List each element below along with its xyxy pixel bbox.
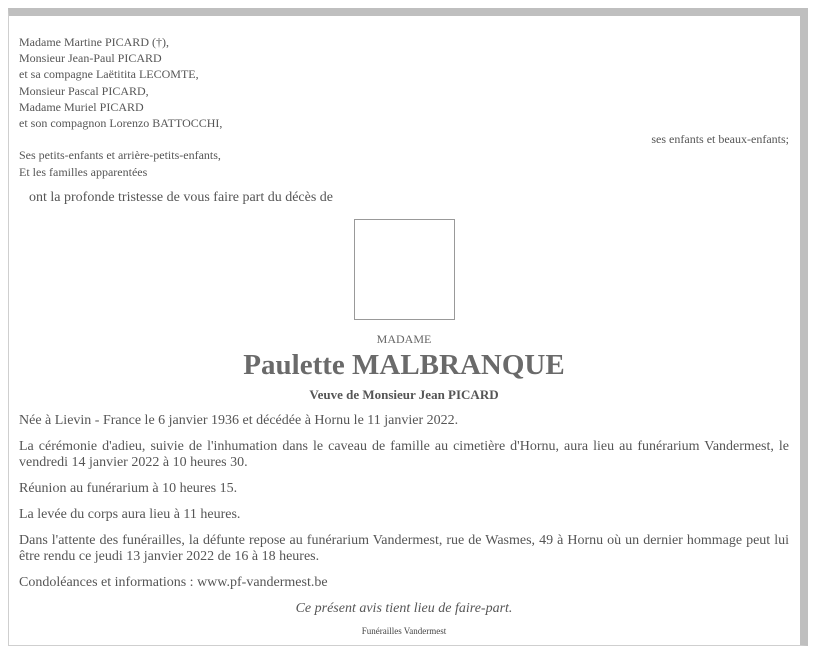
relatives-line: Et les familles apparentées bbox=[19, 164, 148, 179]
family-line: Monsieur Jean-Paul PICARD bbox=[19, 51, 162, 66]
meeting-paragraph: Réunion au funérarium à 10 heures 15. bbox=[19, 480, 238, 496]
condolences-paragraph: Condoléances et informations : www.pf-vandermest.be bbox=[19, 574, 328, 590]
body-lift-paragraph: La levée du corps aura lieu à 11 heures. bbox=[19, 506, 241, 522]
widow-of: Veuve de Monsieur Jean PICARD bbox=[309, 386, 499, 402]
photo-container bbox=[19, 219, 789, 320]
children-label: ses enfants et beaux-enfants; bbox=[651, 132, 789, 147]
family-line: Madame Martine PICARD (†), bbox=[19, 35, 169, 49]
birth-death-paragraph: Née à Lievin - France le 6 janvier 1936 et décédée à Hornu le 11 janvier 2022. bbox=[19, 412, 459, 428]
notice-frame bbox=[8, 8, 808, 646]
family-line: et sa compagne Laëtitita LECOMTE, bbox=[19, 67, 199, 82]
announcement-intro: ont la profonde tristesse de vous faire part du décès de bbox=[29, 189, 334, 205]
portrait-photo-placeholder bbox=[354, 219, 455, 320]
funeral-home-footer: Funérailles Vandermest bbox=[361, 625, 447, 636]
family-line: et son compagnon Lorenzo BATTOCCHI, bbox=[19, 116, 223, 131]
family-line: Madame Muriel PICARD bbox=[19, 99, 144, 114]
honorific: MADAME bbox=[376, 331, 432, 346]
closing-note: Ce présent avis tient lieu de faire-part. bbox=[295, 600, 513, 616]
rest-paragraph: Dans l'attente des funérailles, la défunte repose au funérarium Vandermest, rue de Wasmes, 49 à Hornu où un dernier hommage peut lui être rendu ce jeudi 13 janvier 2022 de 16 à 18 heures. bbox=[19, 532, 789, 564]
ceremony-paragraph: La cérémonie d'adieu, suivie de l'inhumation dans le caveau de famille au cimetière d'Hornu, aura lieu au funérarium Vandermest, le vendredi 14 janvier 2022 à 10 heures 30. bbox=[19, 438, 789, 470]
family-list bbox=[19, 34, 789, 180]
family-line: Monsieur Pascal PICARD, bbox=[19, 83, 149, 98]
grandchildren-line: Ses petits-enfants et arrière-petits-enfants, bbox=[19, 148, 221, 163]
deceased-name: Paulette MALBRANQUE bbox=[243, 348, 565, 381]
notice-content bbox=[19, 34, 789, 637]
